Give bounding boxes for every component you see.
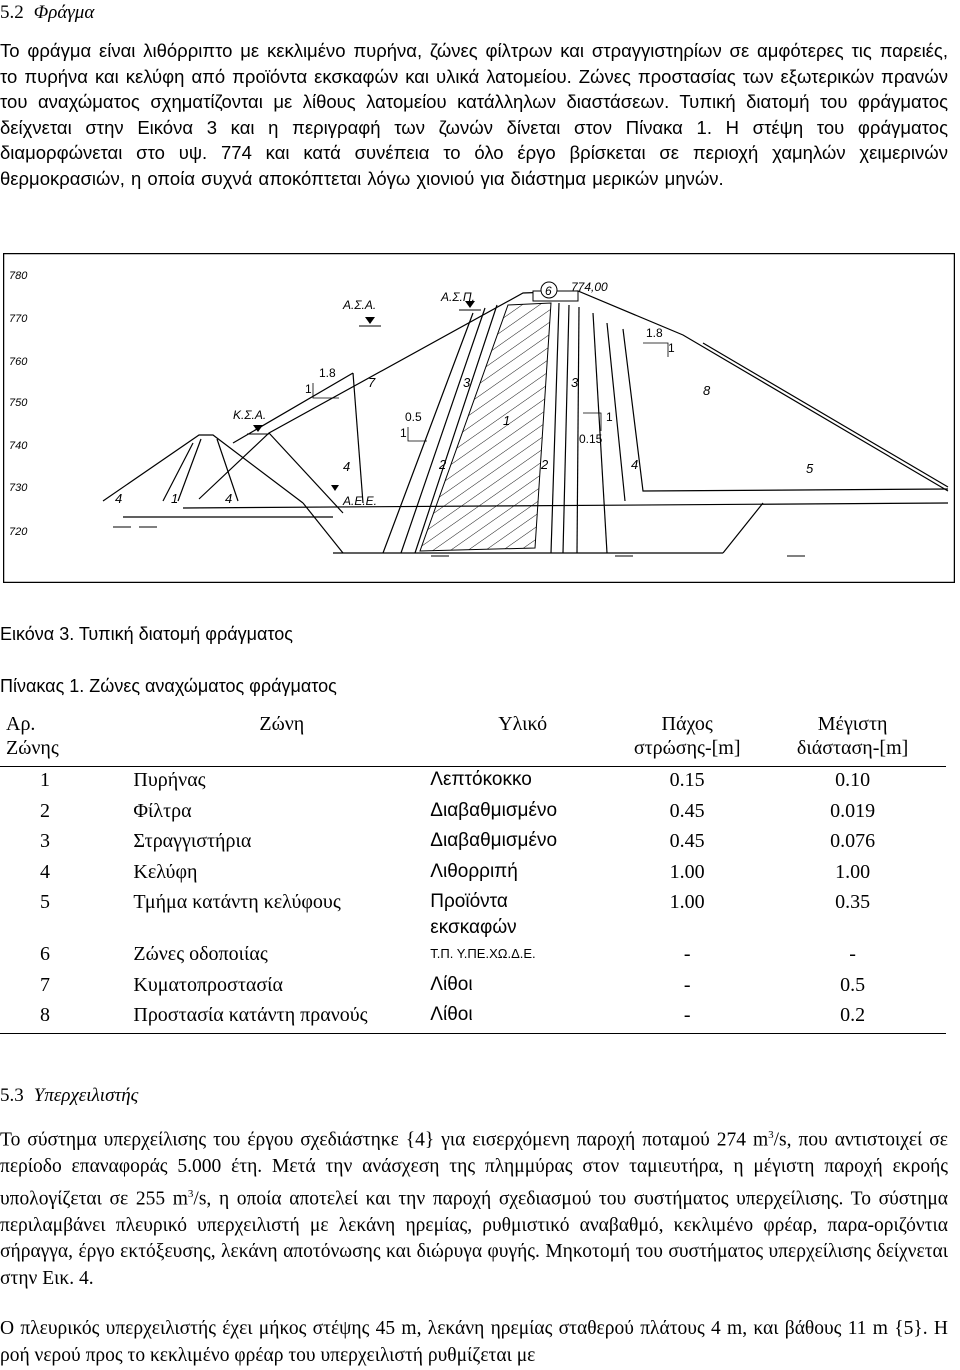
core-downstream-slope-v: 1 [606, 410, 613, 424]
paragraph-text: Ο πλευρικός υπερχειλιστής έχει μήκος στέψης 45 m, λεκάνη ηρεμίας σταθερού πλάτους 4 m, και βάθους 11 m {5}. Η ροή νερού προς το κεκλιμένο φρέαρ του υπερχειλιστή ρυθμίζεται με [0, 1318, 948, 1366]
table-row: 5 Τμήμα κατάντη κελύφους Προϊόντα εκσκαφών 1.00 0.35 [40, 891, 871, 938]
elevation-770: 770 [9, 313, 28, 325]
table-row: 4 Κελύφη Λιθορριπή 1.00 1.00 [40, 860, 871, 883]
asa-label: Α.Σ.Α. [343, 298, 377, 312]
side-spillway-paragraph [0, 1316, 948, 1369]
header-zone-number: Αρ. Ζώνης [6, 713, 59, 759]
core-upstream-slope-v: 0.5 [405, 410, 422, 424]
cofferdam-4a-label: 4 [115, 491, 123, 506]
aee-level-icon [331, 485, 339, 491]
table-row: 7 Κυματοπροστασία Λίθοι - 0.5 [40, 973, 866, 996]
section-heading-5-3 [0, 1085, 138, 1107]
zone-8-label: 8 [703, 383, 711, 398]
zone-6-label: 6 [545, 284, 552, 298]
zone-7-label: 7 [368, 375, 376, 390]
zone-3b-label: 3 [571, 375, 579, 390]
zone-4a-label: 4 [343, 459, 351, 474]
section-title: Υπερχειλιστής [33, 1085, 139, 1106]
upstream-slope-v: 1.8 [319, 366, 336, 380]
asa-level-icon [365, 317, 375, 324]
zone-2a-label: 2 [439, 457, 447, 472]
elevation-axis [9, 270, 28, 538]
zone-1-label: 1 [503, 413, 511, 428]
elevation-750: 750 [9, 397, 28, 409]
table-row: 8 Προστασία κατάντη πρανούς Λίθοι - 0.2 [0, 1002, 946, 1033]
crest-elevation-label: 774,00 [571, 280, 608, 294]
table-row: 2 Φίλτρα Διαβαθμισμένο 0.45 0.019 [40, 799, 876, 822]
header-material: Υλικό [498, 713, 548, 735]
ksa-label: Κ.Σ.Α. [233, 408, 267, 422]
section-heading-5-2 [0, 2, 94, 24]
zone-4b-label: 4 [631, 457, 639, 472]
cofferdam-4b-label: 4 [225, 491, 233, 506]
section-title: Φράγμα [33, 2, 95, 23]
downstream-slope-v: 1.8 [646, 326, 663, 340]
elevation-720: 720 [9, 526, 28, 538]
table-caption: Πίνακας 1. Ζώνες αναχώματος φράγματος [0, 676, 337, 696]
zone-2b-label: 2 [541, 457, 549, 472]
cofferdam-1-label: 1 [171, 491, 179, 506]
core-upstream-slope-h: 1 [400, 426, 407, 440]
asp-label: Α.Σ.Π. [441, 290, 475, 304]
dam-description-paragraph [0, 38, 948, 191]
section-number: 5.2 [0, 2, 24, 23]
section-number: 5.3 [0, 1085, 24, 1106]
table-row: 6 Ζώνες οδοποιίας Τ.Π. Υ.ΠΕ.ΧΩ.Δ.Ε. - - [40, 943, 856, 965]
zones-table [0, 712, 946, 1034]
elevation-730: 730 [9, 482, 28, 494]
paragraph-text: Το φράγμα είναι λιθόρριπτο με κεκλιμένο πυρήνα, ζώνες φίλτρων και στραγγιστηρίων σε αμφότερες τις παρειές, το πυρήνα και κελύφη από προϊόντα εκσκαφών και υλικά λατομείου. Ζώνες προστασίας των εξωτερικών πρανών του αναχώματος σχηματίζονται με λίθους λατομείου κατάλληλων διαστάσεων. Τυπική διατομή του φράγματος δείχνεται στην Εικόνα 3 και η περιγραφή των ζωνών δίνεται στον Πίνακα 1. Η στέψη του φράγματος διαμορφώνεται στο υψ. 774 και κατά συνέπεια το όλο έργο βρίσκεται σε περιοχή χαμηλών χειμερινών θερμοκρασιών, η οποία συχνά αποκόπτεται λόγω χιονιού για διάστημα μερικών μηνών. [0, 40, 948, 189]
header-layer-thickness: Πάχος στρώσης-[m] [633, 713, 741, 759]
figure-caption: Εικόνα 3. Τυπική διατομή φράγματος [0, 624, 293, 644]
dam-cross-section-figure [3, 253, 955, 583]
header-zone: Ζώνη [259, 713, 305, 735]
table-row: 1 Πυρήνας Λεπτόκοκκο 0.15 0.10 [40, 769, 871, 791]
zone-5-label: 5 [806, 461, 814, 476]
aee-label: Α.Ε.Ε. [343, 494, 378, 508]
core-downstream-slope-h: 0.15 [579, 432, 603, 446]
table-row: 3 Στραγγιστήρια Διαβαθμισμένο 0.45 0.076 [40, 830, 876, 852]
downstream-slope-h: 1 [668, 341, 675, 355]
elevation-740: 740 [9, 440, 28, 452]
upstream-slope-h: 1 [305, 382, 312, 396]
paragraph-text: Το σύστημα υπερχείλισης του έργου σχεδιάστηκε {4} για εισερχόμενη παροχή ποταμού 274 $m^3/s$, που αντιστοιχεί σε περίοδο επαναφοράς 5.000 έτη. Μετά την ανάσχεση της πλημμύρας στον ταμιευτήρα, η μέγιστη παροχή εκροής υπολογίζεται σε 255 $m^3/s$, η οποία αποτελεί και την παροχή σχεδιασμού του συστήματος υπερχείλισης. Το σύστημα περιλαμβάνει πλευρικό υπερχειλιστή με λεκάνη ηρεμίας, ρυθμιστικό αναβαθμό, κεκλιμένο φρέαρ, παρα-οριζόντια σήραγγα, έργο εκτόξευσης, λεκάνη αποτόνωσης και διώρυγα φυγής. Μηκοτομή του συστήματος υπερχείλισης δείχνεται στην Εικ. 4. [0, 1129, 948, 1289]
figure-labels [233, 280, 608, 508]
table-header-row [0, 712, 946, 767]
elevation-760: 760 [9, 356, 28, 368]
header-max-dimension: Μέγιστη διάσταση-[m] [796, 713, 909, 759]
spillway-design-paragraph [0, 1122, 948, 1292]
elevation-780: 780 [9, 270, 28, 282]
zone-3a-label: 3 [463, 375, 471, 390]
